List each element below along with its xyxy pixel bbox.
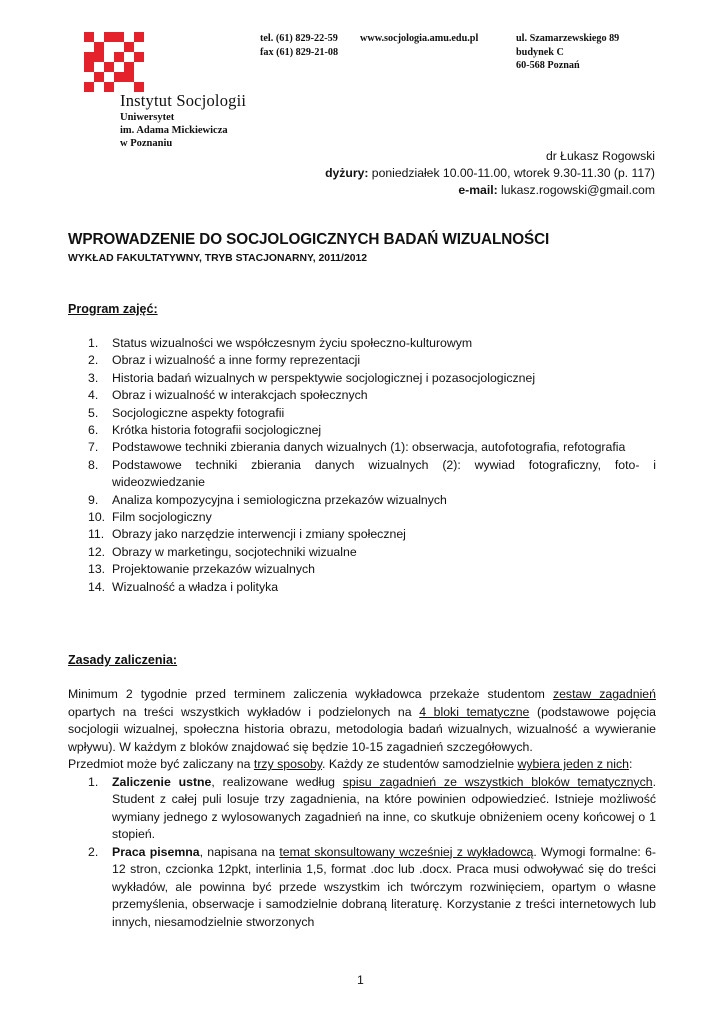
contact-phone-block <box>260 32 338 59</box>
item-text: Obraz i wizualność w interakcjach społecznych <box>112 388 368 403</box>
text-run: , realizowane według <box>211 774 343 789</box>
text-run: Przedmiot może być zaliczany na <box>68 757 254 771</box>
text-run: : <box>628 757 633 771</box>
program-heading: Program zajęć: <box>68 302 158 316</box>
rules-text <box>68 686 656 931</box>
item-number: 3. <box>88 370 99 385</box>
program-item <box>68 526 656 543</box>
item-number: 9. <box>88 492 99 507</box>
logo-cell <box>84 52 94 62</box>
logo-cell <box>84 32 94 42</box>
rules-paragraph <box>68 686 656 756</box>
item-number: 5. <box>88 405 99 420</box>
address-line: budynek C <box>516 46 564 58</box>
item-number: 12. <box>88 544 106 559</box>
underlined-text: zestaw zagadnień <box>552 687 656 701</box>
method-name: Praca pisemna <box>112 844 200 859</box>
program-item <box>68 422 656 439</box>
course-subtitle: WYKŁAD FAKULTATYWNY, TRYB STACJONARNY, 2011/2012 <box>68 253 368 264</box>
underlined-text: 4 bloki tematyczne <box>419 704 530 719</box>
page-number: 1 <box>357 973 364 987</box>
text-run: . Każdy ze studentów samodzielnie <box>322 757 518 771</box>
logo-cell <box>84 82 94 92</box>
item-text: Socjologiczne aspekty fotografii <box>112 405 285 420</box>
item-number: 10. <box>88 510 106 525</box>
text-run: Minimum 2 tygodnie przed terminem zaliczenia wykładowca przekaże studentom <box>68 687 553 701</box>
method-item <box>68 774 656 844</box>
item-number: 8. <box>88 457 99 472</box>
course-title: WPROWADZENIE DO SOCJOLOGICZNYCH BADAŃ WIZUALNOŚCI <box>68 231 550 248</box>
program-item <box>68 457 656 492</box>
email <box>325 182 655 199</box>
logo-cell <box>104 62 114 72</box>
item-number: 14. <box>88 579 106 594</box>
institute-sub-line: w Poznaniu <box>120 138 173 150</box>
logo-cell <box>114 32 124 42</box>
lecturer-name: dr Łukasz Rogowski <box>545 149 655 163</box>
text-run: (podstawowe pojęcia socjologii wizualnej, społeczna historia obrazu, metodologia badań wizualnych, wizualność a wywieranie wpływu). W każdym z bloków znajdować się będzie 10-15 zagadnień szczegółowych. <box>68 704 656 754</box>
program-item <box>68 335 656 352</box>
logo-cell <box>114 52 124 62</box>
institute-name: Instytut Socjologii <box>120 91 247 110</box>
program-item <box>68 544 656 561</box>
logo-cell <box>104 82 114 92</box>
item-text: Obrazy w marketingu, socjotechniki wizualne <box>112 544 357 559</box>
item-text: Status wizualności we współczesnym życiu społeczno-kulturowym <box>112 336 473 350</box>
institute-sub-line: im. Adama Mickiewicza <box>120 125 228 137</box>
method-name: Zaliczenie ustne <box>112 774 212 789</box>
underlined-text: trzy sposoby <box>253 757 323 771</box>
duty-hours <box>325 165 655 182</box>
institute-sub-line: Uniwersytet <box>120 112 175 123</box>
item-text: Analiza kompozycyjna i semiologiczna przekazów wizualnych <box>112 492 447 507</box>
item-text: Wizualność a władza i polityka <box>112 579 279 594</box>
text-run: . Student z całej puli losuje trzy zagadnienia, na które powinien odpowiedzieć. Istnieje możliwość wymiany jednego z wylosowanych zagadnień na inne, co skutkuje obniżeniem oceny końcowej o 1 stopień. <box>112 774 656 841</box>
text-run: , napisana na <box>199 844 280 859</box>
institute-subtitle <box>120 111 228 151</box>
rules-paragraph <box>68 756 656 774</box>
logo-cell <box>124 72 134 82</box>
program-item <box>68 370 656 387</box>
program-item <box>68 561 656 578</box>
item-text: Projektowanie przekazów wizualnych <box>112 562 315 577</box>
program-item <box>68 352 656 369</box>
email-label: e-mail: <box>458 183 498 198</box>
item-text: Krótka historia fotografii socjologicznej <box>112 423 322 438</box>
text-run: . Wymogi formalne: 6-12 stron, czcionka 12pkt, interlinia 1,5, format .doc lub .docx. Praca musi odwoływać się do treści wykładów, ale powinna być przede wszystkim ich twórczym rozwinięciem, opartym o własne przemyślenia, obserwacje i samodzielnie dobraną literaturę. Korzystanie z treści internetowych lub innych, niesamodzielnie stworzonych <box>112 844 656 929</box>
lecturer-info <box>325 148 655 200</box>
item-text: Historia badań wizualnych w perspektywie socjologicznej i pozasocjologicznej <box>112 370 536 385</box>
program-item <box>68 509 656 526</box>
logo-cell <box>114 72 124 82</box>
program-item <box>68 387 656 404</box>
logo-cell <box>94 52 104 62</box>
duty-value: poniedziałek 10.00-11.00, wtorek 9.30-11.30 (p. 117) <box>368 166 655 181</box>
underlined-text: temat skonsultowany wcześniej z wykładowcą <box>279 844 534 859</box>
item-text: Film socjologiczny <box>112 510 212 525</box>
item-number: 13. <box>88 562 106 577</box>
item-number: 6. <box>88 423 99 438</box>
item-number: 2. <box>88 353 99 368</box>
program-item <box>68 439 656 456</box>
program-item <box>68 579 656 596</box>
logo-cell <box>124 62 134 72</box>
fax: fax (61) 829-21-08 <box>260 46 339 58</box>
item-number: 1. <box>88 336 99 350</box>
logo-cell <box>134 32 144 42</box>
address-line: 60-568 Poznań <box>516 60 580 71</box>
logo-cell <box>84 62 94 72</box>
item-number: 2. <box>88 844 99 859</box>
website-link[interactable]: www.socjologia.amu.edu.pl <box>360 33 479 44</box>
item-text: Obraz i wizualność a inne formy reprezentacji <box>112 353 361 368</box>
program-item <box>68 405 656 422</box>
contact-address-block <box>516 32 619 73</box>
item-number: 7. <box>88 440 99 455</box>
logo-cell <box>124 42 134 52</box>
item-text: Podstawowe techniki zbierania danych wizualnych (2): wywiad fotograficzny, foto- i wideozwiedzanie <box>112 457 656 490</box>
text-run: opartych na treści wszystkich wykładów i podzielonych na <box>68 704 420 719</box>
logo-cell <box>134 52 144 62</box>
logo-cell <box>104 32 114 42</box>
rules-heading: Zasady zaliczenia: <box>68 653 178 667</box>
address-line: ul. Szamarzewskiego 89 <box>516 33 620 44</box>
phone: tel. (61) 829-22-59 <box>260 33 338 44</box>
underlined-text: wybiera jeden z nich <box>517 757 629 771</box>
logo-cell <box>94 42 104 52</box>
methods-list <box>68 774 656 932</box>
program-item <box>68 492 656 509</box>
method-item <box>68 844 656 932</box>
email-value[interactable]: lukasz.rogowski@gmail.com <box>497 183 655 198</box>
contact-website-block <box>360 32 478 46</box>
logo-cell <box>94 72 104 82</box>
item-text: Podstawowe techniki zbierania danych wizualnych (1): obserwacja, autofotografia, refotografia <box>112 440 626 455</box>
item-text: Obrazy jako narzędzie interwencji i zmiany społecznej <box>112 527 406 542</box>
item-number: 1. <box>88 774 99 789</box>
item-number: 4. <box>88 388 99 403</box>
duty-label: dyżury: <box>325 166 369 181</box>
program-list <box>68 335 656 596</box>
item-number: 11. <box>88 527 105 542</box>
institute-logo-icon <box>84 32 144 92</box>
underlined-text: spisu zagadnień ze wszystkich bloków tematycznych <box>342 774 653 789</box>
